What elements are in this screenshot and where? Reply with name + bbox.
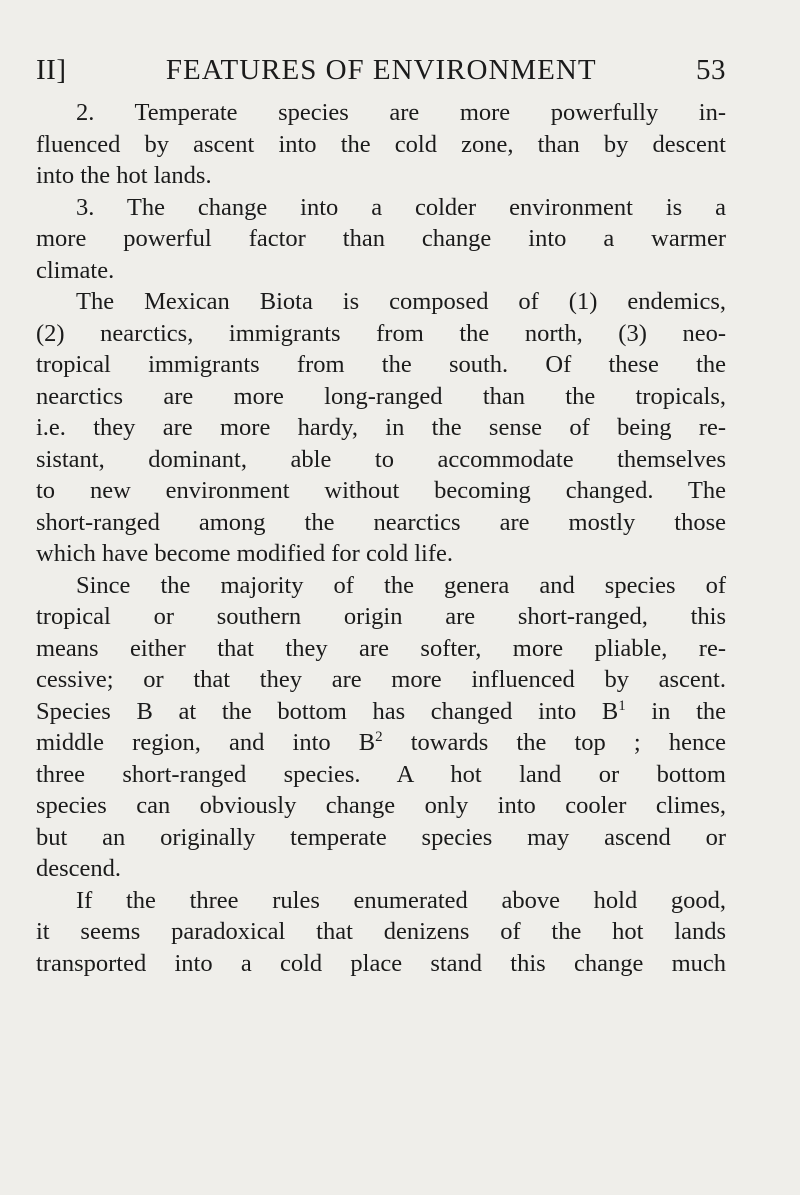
page-number: 53 [696,54,726,86]
text-line: i.e. they are more hardy, in the sense of being re- [36,414,726,441]
running-head [36,56,726,85]
text-line: If the three rules enumerated above hold good, [76,886,726,914]
text-line: The Mexican Biota is composed of (1) endemics, [76,288,726,315]
text-line: species can obviously change only into cooler climes, [36,792,726,819]
text-line: tropical immigrants from the south. Of these the [36,351,726,378]
text-line: nearctics are more long-ranged than the tropicals, [36,382,726,410]
text-line: to new environment without becoming changed. The [36,477,726,504]
text-line: climate. [36,256,115,284]
text-line: 3. The change into a colder environment is a [76,193,726,221]
superscript: 2 [375,729,383,745]
text-line: into the hot lands. [36,162,212,189]
running-title: FEATURES OF ENVIRONMENT [165,54,597,86]
text-line: sistant, dominant, able to accommodate themselves [36,445,726,473]
text-line: but an originally temperate species may ascend or [36,823,726,851]
body-text [36,97,726,979]
text-line: tropical or southern origin are short-ranged, this [36,603,726,630]
text-line: it seems paradoxical that denizens of the hot lands [36,918,726,945]
text-line: three short-ranged species. A hot land or bottom [36,760,726,788]
text-line: transported into a cold place stand this change much [36,949,726,977]
text-line [36,696,726,728]
line-segment: Species B at the bottom has changed into B [36,697,619,725]
book-page [36,56,726,979]
line-segment: in the [625,697,727,725]
text-line: (2) nearctics, immigrants from the north, (3) neo- [36,319,726,347]
chapter-number: II] [36,54,67,86]
text-line: cessive; or that they are more influenced by ascent. [36,666,726,693]
text-line: short-ranged among the nearctics are mostly those [36,508,726,536]
text-line: Since the majority of the genera and species of [76,571,726,599]
text-line: descend. [36,855,122,882]
text-line: means either that they are softer, more pliable, re- [36,634,726,662]
text-line [36,727,726,759]
text-line: more powerful factor than change into a warmer [36,225,726,252]
line-segment: towards the top ; hence [382,729,726,756]
line-segment: middle region, and into B [36,729,376,756]
text-line: which have become modified for cold life. [36,540,454,567]
text-line: 2. Temperate species are more powerfully in- [76,99,726,126]
superscript: 1 [618,697,626,714]
text-line: fluenced by ascent into the cold zone, than by descent [36,130,726,158]
